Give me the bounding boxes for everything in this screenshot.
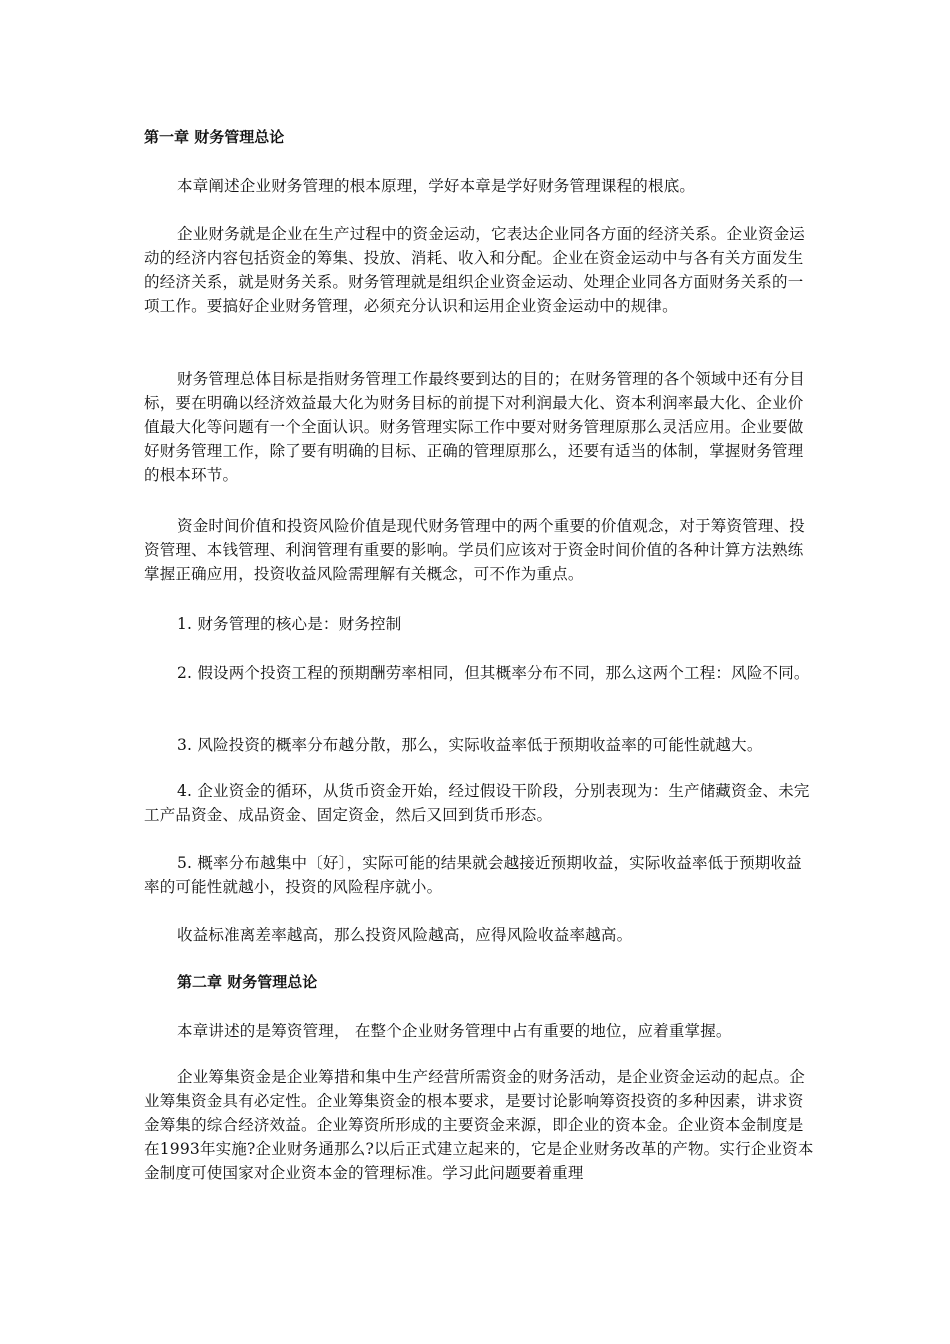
paragraph: 财务管理总体目标是指财务管理工作最终要到达的目的；在财务管理的各个领域中还有分目标，要在明确以经济效益最大化为财务目标的前提下对利润最大化、资本利润率最大化、企业价值最大化等问题有一个全面认识。财务管理实际工作中要对财务管理原那么灵活应用。企业要做好财务管理工作，除了要有明确的目标、正确的管理原那么，还要有适当的体制，掌握财务管理的根本环节。 (144, 370, 806, 484)
chapter-1-title: 第一章 财务管理总论 (144, 128, 285, 146)
list-item: 5. 概率分布越集中〔好〕，实际可能的结果就会越接近预期收益，实际收益率低于预期收益率的可能性就越小，投资的风险程序就小。 (144, 854, 802, 896)
paragraph: 收益标准离差率越高，那么投资风险越高，应得风险收益率越高。 (177, 926, 633, 944)
paragraph: 本章阐述企业财务管理的根本原理，学好本章是学好财务管理课程的根底。 (177, 177, 696, 195)
list-item: 1. 财务管理的核心是：财务控制 (177, 615, 402, 633)
paragraph: 企业财务就是企业在生产过程中的资金运动，它表达企业同各方面的经济关系。企业资金运动的经济内容包括资金的筹集、投放、消耗、收入和分配。企业在资金运动中与各有关方面发生的经济关系，就是财务关系。财务管理就是组织企业资金运动、处理企业同各方面财务关系的一项工作。要搞好企业财务管理，必须充分认识和运用企业资金运动中的规律。 (144, 225, 806, 315)
chapter-2-title: 第二章 财务管理总论 (177, 973, 318, 991)
list-item: 2. 假设两个投资工程的预期酬劳率相同，但其概率分布不同，那么这两个工程：风险不同。 (177, 664, 810, 682)
paragraph: 企业筹集资金是企业筹措和集中生产经营所需资金的财务活动，是企业资金运动的起点。企业筹集资金具有必定性。企业筹集资金的根本要求，是要讨论影响筹资投资的多种因素，讲求资金筹集的综合经济效益。企业筹资所形成的主要资金来源，即企业的资本金。企业资本金制度是在1993年实施?企业财务通那么?以后正式建立起来的，它是企业财务改革的产物。实行企业资本金制度可使国家对企业资本金的管理标准。学习此问题要着重理 (144, 1068, 814, 1182)
paragraph: 资金时间价值和投资风险价值是现代财务管理中的两个重要的价值观念，对于筹资管理、投资管理、本钱管理、利润管理有重要的影响。学员们应该对于资金时间价值的各种计算方法熟练掌握正确应用，投资收益风险需理解有关概念，可不作为重点。 (144, 517, 806, 583)
paragraph: 本章讲述的是筹资管理， 在整个企业财务管理中占有重要的地位，应着重掌握。 (177, 1022, 732, 1040)
list-item: 3. 风险投资的概率分布越分散，那么，实际收益率低于预期收益率的可能性就越大。 (177, 736, 763, 754)
list-item: 4. 企业资金的循环，从货币资金开始，经过假设干阶段，分别表现为：生产储藏资金、未完工产品资金、成品资金、固定资金，然后又回到货币形态。 (144, 782, 810, 824)
